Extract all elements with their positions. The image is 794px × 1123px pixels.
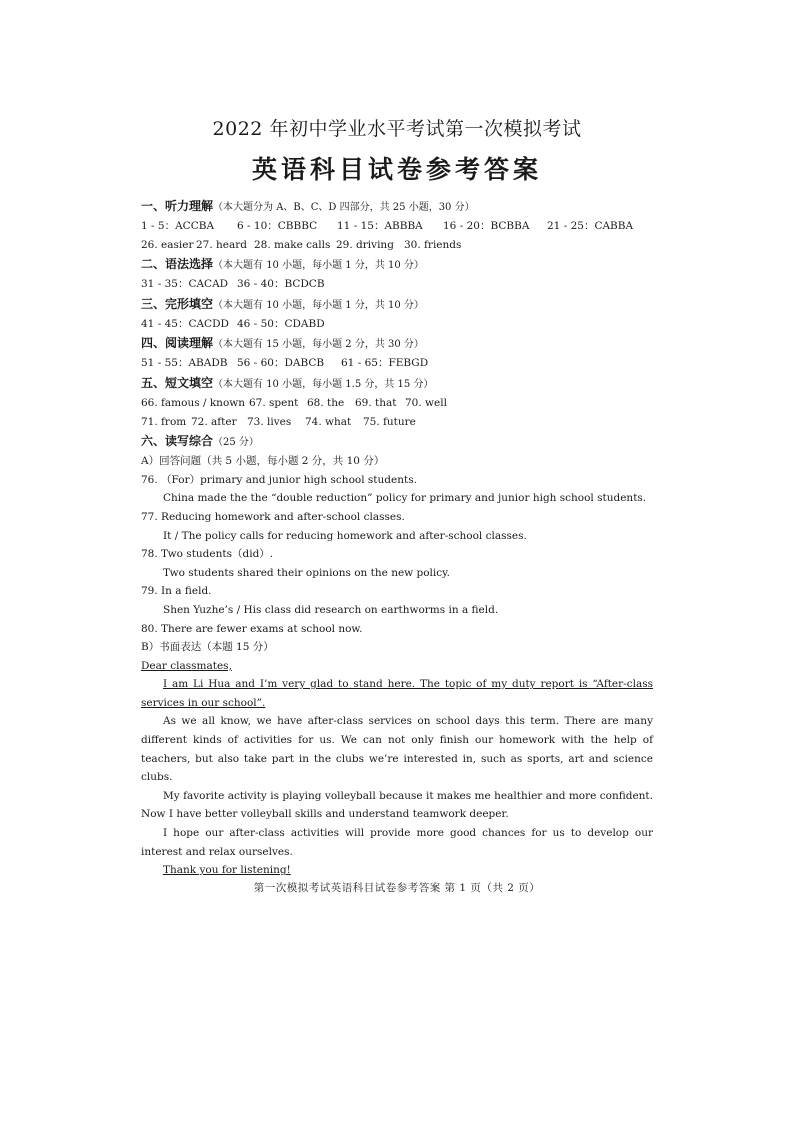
answer-group: 16 - 20：BCBBA <box>443 220 530 232</box>
answer-row <box>141 217 661 236</box>
answer-content <box>141 196 661 880</box>
answer-79-full: Shen Yuzhe’s / His class did research on earthworms in a field. <box>163 603 499 616</box>
answer-group: 41 - 45：CACDD <box>141 317 229 330</box>
section-reading-header <box>141 334 661 354</box>
answer-item: 28. make calls <box>254 238 331 251</box>
answer-item: 66. famous / known <box>141 396 246 409</box>
answer-group: 1 - 5：ACCBA <box>141 220 215 232</box>
answer-item: 29. driving <box>336 238 394 251</box>
answer-79-short: 79. In a field. <box>141 585 212 598</box>
part-a-heading: A）回答问题（共 5 小题，每小题 2 分，共 10 分） <box>141 455 385 468</box>
section-blank-filling-header <box>141 374 661 394</box>
answer-80: 80. There are fewer exams at school now. <box>141 622 363 635</box>
answer-item: 73. lives <box>247 415 292 428</box>
letter-paragraph-3: My favorite activity is playing volleyball because it makes me healthier and more confident. Now I have better volleyball skills and understand teamwork deeper. <box>141 789 653 821</box>
letter-greeting: Dear classmates, <box>141 659 232 672</box>
section-note: （本大题有 10 小题，每小题 1 分，共 10 分） <box>213 260 424 272</box>
answer-77-short: 77. Reducing homework and after-school classes. <box>141 510 405 523</box>
answer-77-full: It / The policy calls for reducing homework and after-school classes. <box>163 529 527 542</box>
answer-row <box>141 236 661 255</box>
answer-row <box>141 354 661 373</box>
answer-group: 36 - 40：BCDCB <box>237 278 325 291</box>
section-cloze-header <box>141 295 661 315</box>
answer-row <box>141 394 661 413</box>
section-title: 一、听力理解 <box>141 199 214 213</box>
answer-key-title: 英语科目试卷参考答案 <box>251 155 542 184</box>
answer-group: 46 - 50：CDABD <box>237 317 325 330</box>
letter-closing <box>141 861 661 880</box>
section-writing-header <box>141 432 661 452</box>
answer-row <box>141 315 661 334</box>
page-footer: 第一次模拟考试英语科目试卷参考答案 第 1 页（共 2 页） <box>253 882 541 894</box>
letter-paragraph-1: I am Li Hua and I’m very glad to stand here. The topic of my duty report is “After-class services in our school”. <box>141 678 653 709</box>
section-listening-header <box>141 197 661 217</box>
answer-group: 56 - 60：DABCB <box>237 357 325 370</box>
section-title: 六、读写综合 <box>141 434 214 449</box>
answer-76-full: China made the the “double reduction” policy for primary and junior high school students. <box>163 492 647 505</box>
part-b-heading: B）书面表达（本题 15 分） <box>141 641 274 654</box>
answer-item: 74. what <box>305 415 352 428</box>
answer-item: 72. after <box>191 415 237 428</box>
section-title: 四、阅读理解 <box>141 336 214 351</box>
answer-76-short: 76. （For）primary and junior high school students. <box>141 473 417 486</box>
exam-title: 2022 年初中学业水平考试第一次模拟考试 <box>212 118 582 140</box>
answer-item: 70. well <box>405 396 447 409</box>
answer-item: 67. spent <box>249 396 299 409</box>
section-note: （25 分） <box>213 437 259 449</box>
answer-item: 68. the <box>307 396 345 409</box>
answer-group: 21 - 25：CABBA <box>547 220 634 232</box>
answer-item: 27. heard <box>196 238 248 251</box>
answer-item: 71. from <box>141 415 187 428</box>
letter-paragraph-2: As we all know, we have after-class services on school days this term. There are many different kinds of activities for us. We can not only finish our homework with the help of teachers, but also take part in the clubs we’re interested in, such as sports, art and science clubs. <box>141 715 653 784</box>
answer-group: 11 - 15：ABBBA <box>337 220 423 232</box>
section-note: （本大题有 10 小题，每小题 1 分，共 10 分） <box>213 299 424 311</box>
section-title: 五、短文填空 <box>141 375 214 390</box>
section-title: 二、语法选择 <box>141 257 214 272</box>
section-title: 三、完形填空 <box>141 296 214 311</box>
answer-78-short: 78. Two students（did）. <box>141 548 274 561</box>
answer-group: 51 - 55：ABADB <box>141 357 228 370</box>
letter-paragraph-4: I hope our after-class activities will provide more good chances for us to develop our interest and relax ourselves. <box>141 827 653 858</box>
section-note: （本大题分为 A、B、C、D 四部分，共 25 小题，30 分） <box>213 202 475 213</box>
answer-row <box>141 413 661 432</box>
answer-item: 69. that <box>355 396 397 409</box>
answer-group: 31 - 35：CACAD <box>141 278 229 291</box>
answer-78-full: Two students shared their opinions on the new policy. <box>163 566 451 579</box>
section-grammar-header <box>141 255 661 275</box>
section-note: （本大题有 10 小题，每小题 1.5 分，共 15 分） <box>213 378 434 390</box>
answer-row <box>141 275 661 294</box>
closing-text: Thank you for listening! <box>163 864 291 877</box>
section-note: （本大题有 15 小题，每小题 2 分，共 30 分） <box>213 339 424 351</box>
answer-group: 6 - 10：CBBBC <box>237 220 318 232</box>
answer-item: 75. future <box>363 415 416 428</box>
answer-group: 61 - 65：FEBGD <box>341 357 429 370</box>
answer-item: 26. easier <box>141 238 194 251</box>
answer-item: 30. friends <box>404 238 462 251</box>
